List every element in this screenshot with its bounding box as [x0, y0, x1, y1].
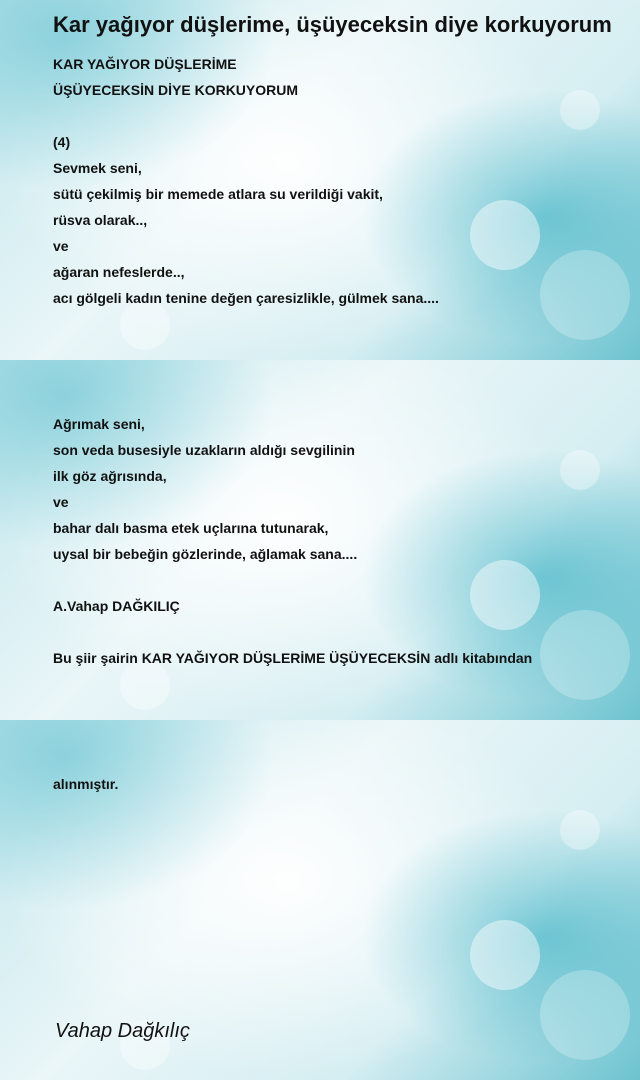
poem-line: Sevmek seni, [53, 160, 142, 176]
poem-section-number: (4) [53, 134, 71, 150]
source-note-continued: alınmıştır. [53, 776, 119, 792]
poem-panel-3 [0, 720, 640, 1080]
poem-line: uysal bir bebeğin gözlerinde, ağlamak sana.... [53, 546, 358, 562]
poem-line: son veda busesiyle uzakların aldığı sevgilinin [53, 442, 355, 458]
poem-line: sütü çekilmiş bir memede atlara su verildiği vakit, [53, 186, 383, 202]
poem-author: A.Vahap DAĞKILIÇ [53, 598, 180, 614]
source-note: Bu şiir şairin KAR YAĞIYOR DÜŞLERİME ÜŞÜYECEKSİN adlı kitabından [53, 650, 533, 666]
poem-line: acı gölgeli kadın tenine değen çaresizlikle, gülmek sana.... [53, 290, 439, 306]
poem-panel-2 [0, 360, 640, 720]
poem-line: rüsva olarak.., [53, 212, 148, 228]
poem-line: ve [53, 494, 69, 510]
poem-line: ilk göz ağrısında, [53, 468, 167, 484]
author-signature: Vahap Dağkılıç [55, 1020, 190, 1042]
poem-panel-1 [0, 0, 640, 360]
poem-line: Ağrımak seni, [53, 416, 145, 432]
poem-line: bahar dalı basma etek uçlarına tutunarak, [53, 520, 329, 536]
page-title: Kar yağıyor düşlerime, üşüyeceksin diye korkuyorum [53, 12, 612, 37]
poem-line: ağaran nefeslerde.., [53, 264, 185, 280]
poem-line: ve [53, 238, 69, 254]
poem-heading-line-2: ÜŞÜYECEKSİN DİYE KORKUYORUM [53, 82, 299, 98]
poem-heading-line-1: KAR YAĞIYOR DÜŞLERİME [53, 56, 237, 72]
